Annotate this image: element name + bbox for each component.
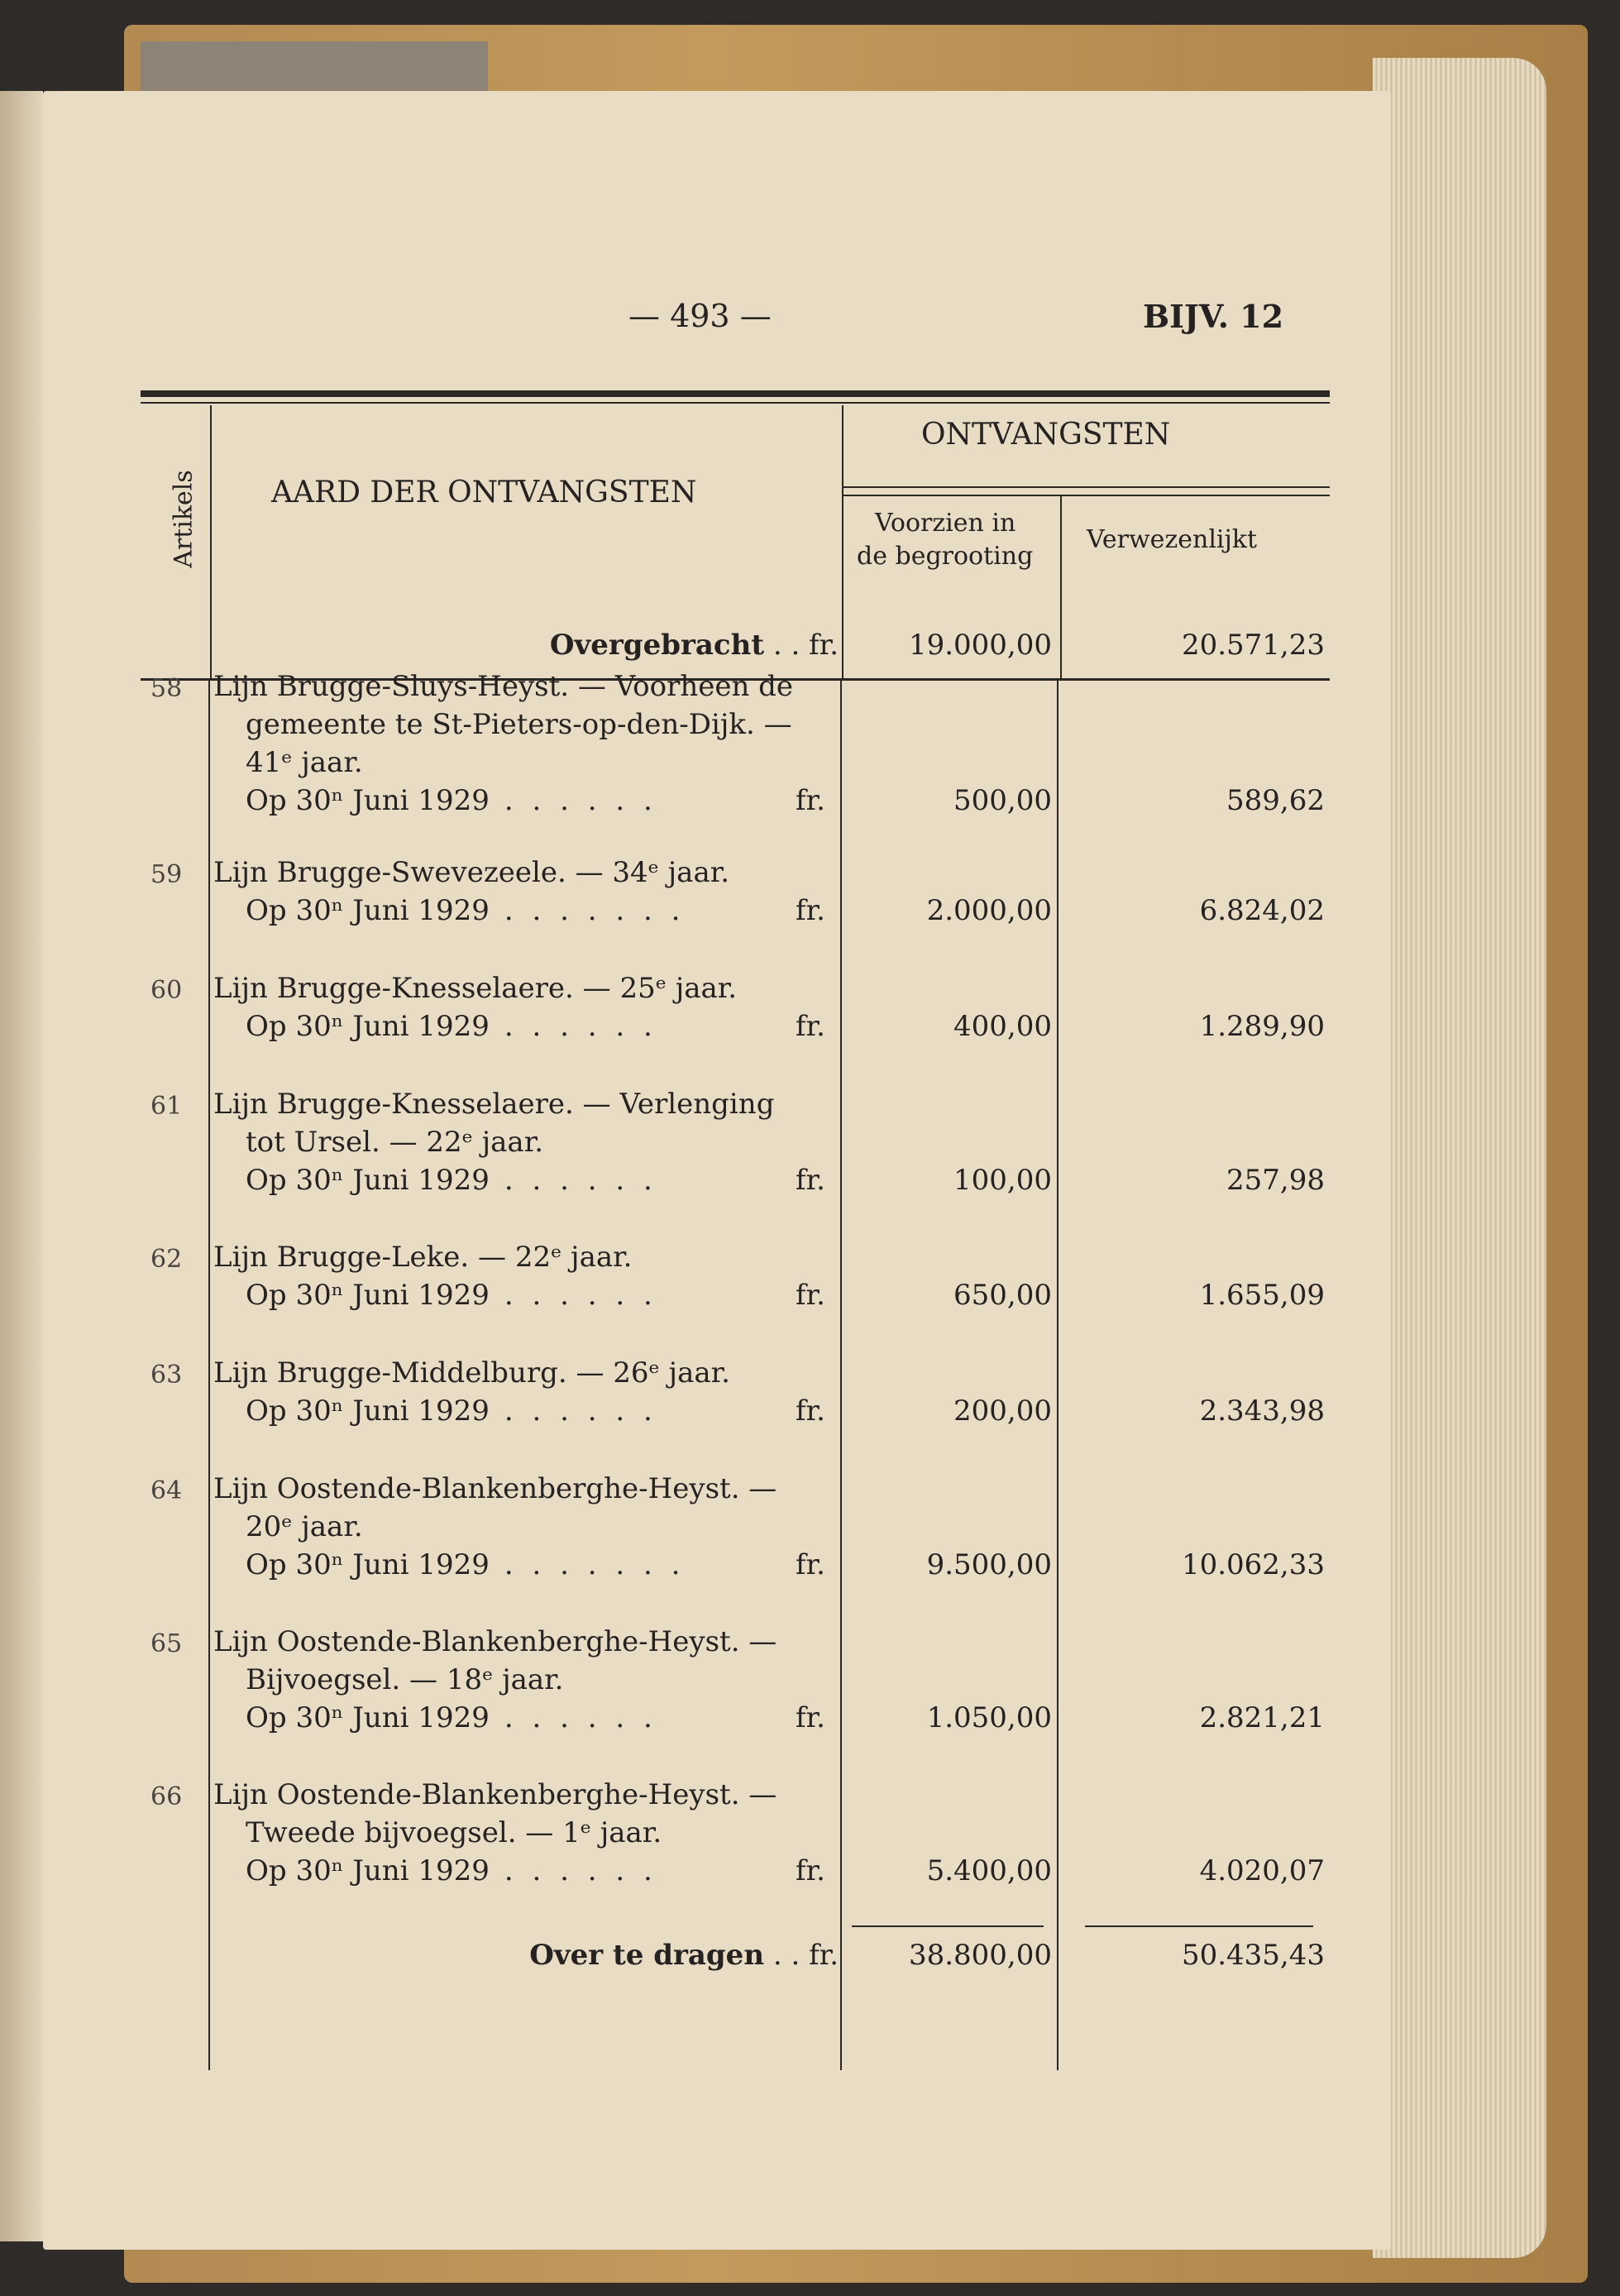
description-line: gemeente te St-Pieters-op-den-Dijk. — <box>246 708 792 741</box>
annex-label: BIJV. 12 <box>1143 298 1284 335</box>
currency-label: fr. <box>796 784 825 817</box>
header-divider-1 <box>210 405 212 678</box>
article-number: 62 <box>151 1245 183 1274</box>
article-number: 59 <box>151 860 183 889</box>
description-line: Lijn Brugge-Leke. — 22ᵉ jaar. <box>213 1241 633 1274</box>
budget-value: 2.000,00 <box>926 894 1052 927</box>
leader-dots: . . . . . . <box>504 1164 657 1197</box>
date-line <box>246 894 685 927</box>
realized-value: 2.821,21 <box>1199 1701 1325 1734</box>
realized-value: 1.289,90 <box>1199 1010 1325 1043</box>
budget-value: 400,00 <box>953 1010 1052 1043</box>
currency-label: fr. <box>796 1548 825 1581</box>
budget-value: 650,00 <box>953 1279 1052 1312</box>
description-line: Bijvoegsel. — 18ᵉ jaar. <box>246 1663 564 1696</box>
date-line <box>246 784 657 817</box>
carry-over-suffix: . . fr. <box>772 1939 839 1972</box>
currency-label: fr. <box>796 1164 825 1197</box>
realized-value: 6.824,02 <box>1199 894 1325 927</box>
date-text: Op 30ⁿ Juni 1929 <box>246 784 490 817</box>
realized-value: 589,62 <box>1226 784 1325 817</box>
leader-dots: . . . . . . . <box>504 1548 686 1581</box>
date-line <box>246 1279 657 1312</box>
realized-value: 4.020,07 <box>1199 1854 1325 1887</box>
header-divider-2 <box>842 405 843 678</box>
realized-value: 257,98 <box>1226 1164 1325 1197</box>
date-text: Op 30ⁿ Juni 1929 <box>246 1701 490 1734</box>
leader-dots: . . . . . . <box>504 1010 657 1043</box>
budget-value: 1.050,00 <box>926 1701 1052 1734</box>
carried-forward-label: Overgebracht <box>549 629 765 662</box>
articles-header: Artikels <box>169 470 198 568</box>
budget-value: 100,00 <box>953 1164 1052 1197</box>
body-divider-1 <box>208 681 210 2070</box>
description-line: 41ᵉ jaar. <box>246 746 363 779</box>
carried-forward-row <box>514 629 839 662</box>
body-divider-2 <box>840 681 842 2070</box>
receipts-header: ONTVANGSTEN <box>921 418 1171 452</box>
currency-label: fr. <box>796 1010 825 1043</box>
page-edges <box>1373 58 1546 2258</box>
article-number: 64 <box>151 1476 183 1505</box>
carry-over-budget: 38.800,00 <box>908 1939 1052 1972</box>
budget-value: 200,00 <box>953 1394 1052 1428</box>
carry-over-label: Over te dragen <box>529 1939 765 1972</box>
carried-forward-realized: 20.571,23 <box>1181 629 1325 662</box>
description-line: Lijn Brugge-Knesselaere. — Verlenging <box>213 1088 775 1121</box>
leader-dots: . . . . . . <box>504 1701 657 1734</box>
articles-header-wrapper <box>134 470 233 568</box>
nature-header: AARD DER ONTVANGSTEN <box>271 476 697 509</box>
header-divider-3 <box>1060 496 1062 678</box>
leader-dots: . . . . . . <box>504 1854 657 1887</box>
total-rule-budget <box>852 1925 1044 1927</box>
document-page <box>43 91 1391 2250</box>
description-line: Lijn Brugge-Swevezeele. — 34ᵉ jaar. <box>213 856 730 889</box>
leader-dots: . . . . . . <box>504 1279 657 1312</box>
date-text: Op 30ⁿ Juni 1929 <box>246 1394 490 1428</box>
carried-forward-suffix: . . fr. <box>772 629 839 662</box>
total-rule-realized <box>1085 1925 1313 1927</box>
previous-page-edge <box>0 91 43 2241</box>
page-number: — 493 — <box>628 298 772 334</box>
leader-dots: . . . . . . <box>504 784 657 817</box>
article-number: 61 <box>151 1092 183 1121</box>
leader-dots: . . . . . . <box>504 1394 657 1428</box>
date-line <box>246 1701 657 1734</box>
budget-header-line2: de begrooting <box>857 542 1034 571</box>
currency-label: fr. <box>796 1701 825 1734</box>
currency-label: fr. <box>796 1394 825 1428</box>
description-line: Lijn Brugge-Sluys-Heyst. — Voorheen de <box>213 670 794 703</box>
budget-header-line1: Voorzien in <box>875 509 1016 538</box>
budget-value: 500,00 <box>953 784 1052 817</box>
description-line: Lijn Oostende-Blankenberghe-Heyst. — <box>213 1472 777 1505</box>
date-text: Op 30ⁿ Juni 1929 <box>246 1854 490 1887</box>
receipts-rule-2 <box>843 495 1330 496</box>
date-line <box>246 1164 657 1197</box>
top-rule-thick <box>141 390 1330 397</box>
description-line: Lijn Brugge-Middelburg. — 26ᵉ jaar. <box>213 1356 730 1390</box>
description-line: 20ᵉ jaar. <box>246 1510 363 1543</box>
date-text: Op 30ⁿ Juni 1929 <box>246 894 490 927</box>
carry-over-realized: 50.435,43 <box>1181 1939 1325 1972</box>
carry-over-row <box>473 1939 839 1972</box>
receipts-rule-1 <box>843 486 1330 488</box>
article-number: 58 <box>151 674 183 703</box>
currency-label: fr. <box>796 1279 825 1312</box>
body-divider-3 <box>1057 681 1058 2070</box>
realized-value: 1.655,09 <box>1199 1279 1325 1312</box>
realized-header: Verwezenlijkt <box>1087 525 1258 554</box>
budget-value: 5.400,00 <box>926 1854 1052 1887</box>
article-number: 66 <box>151 1782 183 1811</box>
realized-value: 10.062,33 <box>1181 1548 1325 1581</box>
description-line: Lijn Oostende-Blankenberghe-Heyst. — <box>213 1778 777 1811</box>
date-text: Op 30ⁿ Juni 1929 <box>246 1548 490 1581</box>
description-line: Tweede bijvoegsel. — 1ᵉ jaar. <box>246 1816 662 1849</box>
carried-forward-budget: 19.000,00 <box>908 629 1052 662</box>
date-line <box>246 1394 657 1428</box>
budget-value: 9.500,00 <box>926 1548 1052 1581</box>
description-line: Lijn Oostende-Blankenberghe-Heyst. — <box>213 1625 777 1658</box>
date-line <box>246 1010 657 1043</box>
currency-label: fr. <box>796 1854 825 1887</box>
realized-value: 2.343,98 <box>1199 1394 1325 1428</box>
article-number: 65 <box>151 1629 183 1658</box>
date-text: Op 30ⁿ Juni 1929 <box>246 1010 490 1043</box>
date-line <box>246 1548 685 1581</box>
date-line <box>246 1854 657 1887</box>
date-text: Op 30ⁿ Juni 1929 <box>246 1164 490 1197</box>
article-number: 63 <box>151 1361 183 1390</box>
description-line: tot Ursel. — 22ᵉ jaar. <box>246 1126 544 1159</box>
article-number: 60 <box>151 976 183 1005</box>
leader-dots: . . . . . . . <box>504 894 686 927</box>
currency-label: fr. <box>796 894 825 927</box>
description-line: Lijn Brugge-Knesselaere. — 25ᵉ jaar. <box>213 972 738 1005</box>
top-rule-thin <box>141 402 1330 404</box>
date-text: Op 30ⁿ Juni 1929 <box>246 1279 490 1312</box>
